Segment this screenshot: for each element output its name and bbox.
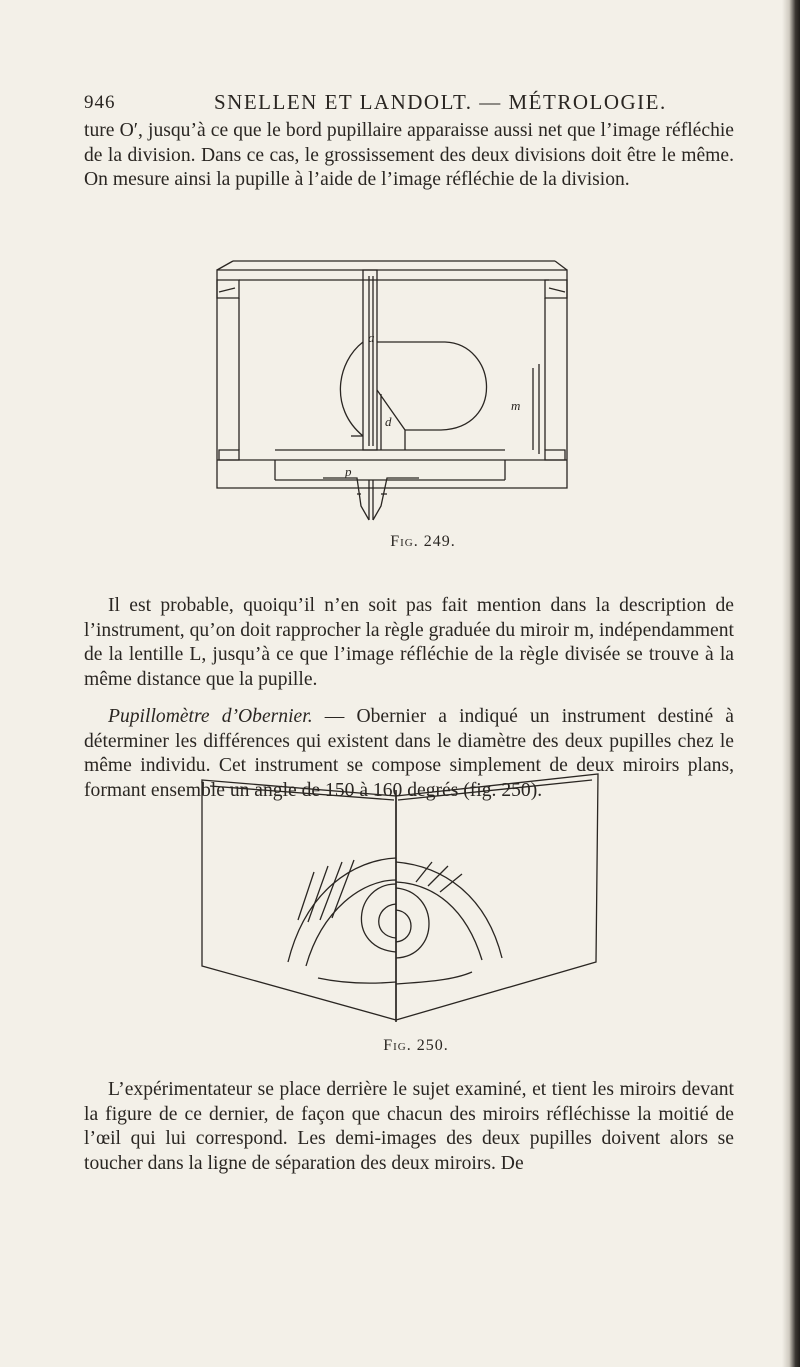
paragraph-1: ture O′, jusqu’à ce que le bord pupillaire apparaisse aussi net que l’image réfléchie de la division. Dans ce cas, le grossissement des deux divisions doit être le même. On mesure ainsi la pupille à l’aide de l’image réfléchie de la division. — [84, 120, 734, 190]
figure-249 — [205, 258, 575, 528]
fig250-right-pupil — [396, 910, 411, 942]
fig249-lens — [340, 342, 363, 436]
fig249-label-d: d — [385, 414, 392, 429]
paragraph-4: L’expérimentateur se place derrière le sujet examiné, et tient les miroirs devant la figure de ce dernier, de façon que chacun des miroirs réfléchisse la moitié de l’œil qui lui correspond. Les demi-images des deux pupilles doivent alors se toucher dans la ligne de séparation des deux miroirs. De — [84, 1079, 734, 1174]
fig250-right-eyelid — [396, 862, 502, 958]
running-title: SNELLEN ET LANDOLT. — MÉTROLOGIE. — [214, 90, 667, 114]
fig250-right-iris — [396, 888, 429, 958]
fig250-right-mirror — [396, 774, 598, 1020]
fig249-label-p: p — [345, 464, 352, 479]
figure-250-caption: Fig. 250. — [383, 1037, 449, 1054]
figure-250 — [196, 770, 606, 1024]
page-edge-shadow — [782, 0, 800, 1367]
section-title-pupillometre: Pupillomètre d’Obernier. — [108, 706, 313, 727]
page-number: 946 — [84, 92, 116, 113]
fig249-left-bracket — [217, 280, 239, 298]
fig250-left-pupil — [379, 904, 396, 938]
fig249-eyepiece-p — [323, 478, 419, 520]
paragraph-3-body: — Obernier a indiqué un instrument destiné à déterminer les différences qui existent dans le diamètre des deux pupilles chez le même individu. Cet instrument se compose simplement de deux miroirs plans, formant ensemble un angle de 150 à 160 degrés (fig. 250). — [84, 706, 734, 801]
fig249-label-a: a — [368, 330, 375, 345]
fig249-central-tube — [363, 270, 377, 450]
fig250-left-eyelid — [288, 858, 396, 962]
fig249-label-m: m — [511, 398, 521, 413]
fig249-mirror-m — [377, 342, 487, 430]
paragraph-2: Il est probable, quoiqu’il n’en soit pas fait mention dans la description de l’instrument, qu’on doit rapprocher la règle graduée du miroir m, indépendamment de la lentille L, jusqu’à ce que l’image réfléchie de la règle divisée se trouve à la même distance que la pupille. — [84, 595, 734, 690]
fig249-right-bracket — [545, 280, 567, 298]
page-header — [84, 92, 724, 122]
fig249-outer-frame — [217, 270, 567, 488]
figure-249-caption: Fig. 249. — [390, 533, 456, 550]
